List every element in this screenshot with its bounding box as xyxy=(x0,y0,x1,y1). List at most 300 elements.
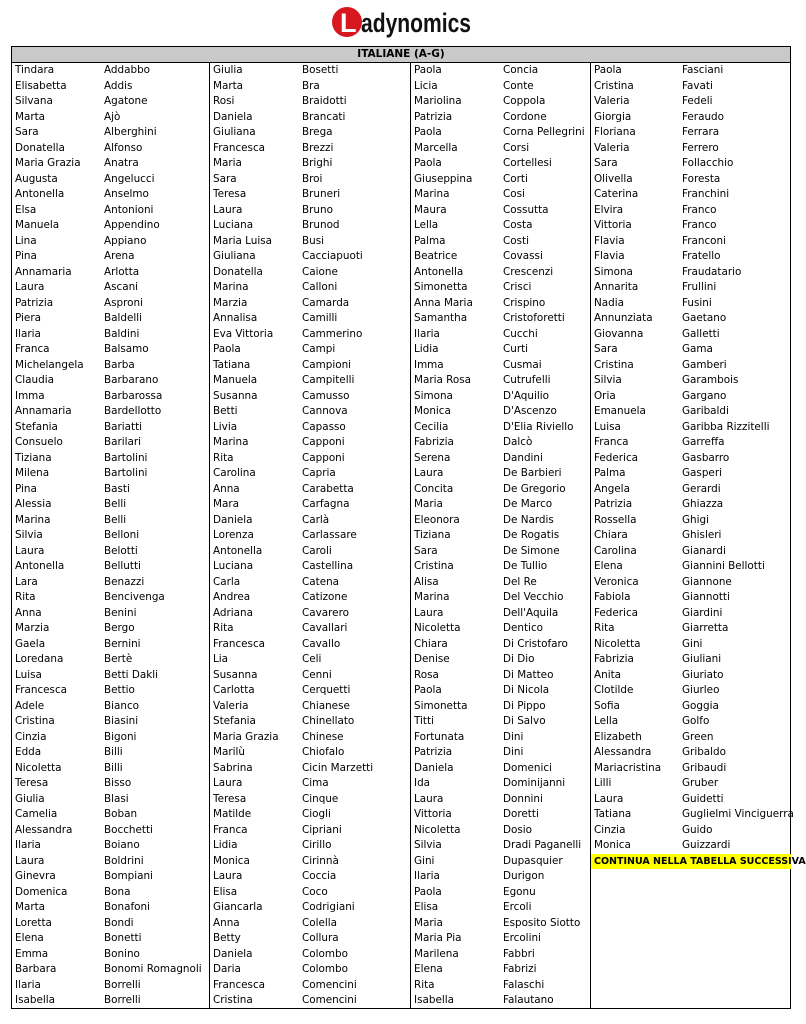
first-name: Lella xyxy=(594,715,619,727)
last-name: Antonioni xyxy=(104,203,154,216)
first-name: Paola xyxy=(414,684,442,696)
last-name: Gamberi xyxy=(682,358,727,371)
name-row xyxy=(12,187,209,203)
first-name: Daniela xyxy=(414,761,454,774)
first-name: Patrizia xyxy=(15,296,54,309)
table-title: ITALIANE (A-G) xyxy=(12,47,790,63)
name-row xyxy=(591,203,791,219)
first-name: Maria xyxy=(414,498,443,510)
first-name: Marta xyxy=(15,901,46,913)
last-name: Falautano xyxy=(503,994,554,1006)
name-row xyxy=(591,637,791,653)
last-name: Di Matteo xyxy=(503,668,554,681)
column-group-4 xyxy=(590,63,806,1008)
first-name: Cristina xyxy=(414,560,454,572)
last-name: Ferrero xyxy=(682,141,719,154)
last-name: Campioni xyxy=(302,358,352,371)
last-name: Capasso xyxy=(302,420,346,433)
name-row xyxy=(210,203,411,219)
first-name: Giorgia xyxy=(594,110,632,123)
last-name: Cutrufelli xyxy=(503,374,551,386)
last-name: De Rogatis xyxy=(503,529,560,541)
name-row xyxy=(591,296,791,312)
last-name: Gruber xyxy=(682,777,719,789)
first-name: Gini xyxy=(414,854,435,867)
name-row xyxy=(591,187,791,203)
names-table xyxy=(11,46,806,1009)
last-name: Fasciani xyxy=(682,64,724,76)
name-row xyxy=(12,776,209,792)
last-name: Egonu xyxy=(503,885,536,898)
name-row xyxy=(591,358,791,374)
last-name: Barbarano xyxy=(104,374,159,386)
last-name: Fraudatario xyxy=(682,265,742,278)
first-name: Flavia xyxy=(594,234,625,247)
first-name: Giovanna xyxy=(594,327,644,340)
continue-note: CONTINUA NELLA TABELLA SUCCESSIVA xyxy=(591,854,791,869)
name-row xyxy=(411,823,591,839)
first-name: Laura xyxy=(594,792,624,805)
last-name: Ghisleri xyxy=(682,529,722,541)
last-name: Giuliani xyxy=(682,653,722,665)
name-row xyxy=(411,404,591,420)
first-name: Maria Grazia xyxy=(15,157,81,169)
name-row xyxy=(12,559,209,575)
last-name: Corti xyxy=(503,172,528,185)
last-name: Bruneri xyxy=(302,188,341,200)
name-row xyxy=(210,978,411,994)
last-name: Dentico xyxy=(503,622,544,634)
name-row xyxy=(411,947,591,963)
last-name: De Tullio xyxy=(503,560,548,572)
first-name: Lilli xyxy=(594,777,612,789)
first-name: Pina xyxy=(15,250,37,262)
name-row xyxy=(591,730,791,746)
first-name: Consuelo xyxy=(15,436,63,448)
name-row xyxy=(210,265,411,281)
last-name: Gerardi xyxy=(682,482,721,495)
first-name: Alessandra xyxy=(594,746,652,758)
name-row xyxy=(591,249,791,265)
first-name: Maura xyxy=(414,203,447,216)
first-name: Francesca xyxy=(213,141,266,154)
first-name: Clotilde xyxy=(594,684,634,696)
last-name: Campi xyxy=(302,343,336,355)
first-name: Rita xyxy=(213,451,234,464)
name-row xyxy=(411,327,591,343)
name-row xyxy=(411,544,591,560)
first-name: Monica xyxy=(414,405,451,417)
first-name: Daniela xyxy=(213,513,253,526)
name-row xyxy=(591,497,791,513)
first-name: Chiara xyxy=(414,637,448,650)
first-name: Valeria xyxy=(594,141,630,154)
first-name: Isabella xyxy=(414,994,454,1006)
name-row xyxy=(411,249,591,265)
name-row xyxy=(210,218,411,234)
last-name: Donnini xyxy=(503,792,543,805)
first-name: Giuliana xyxy=(213,126,256,138)
name-row xyxy=(210,745,411,761)
name-row xyxy=(591,482,791,498)
name-row xyxy=(591,807,794,823)
first-name: Nicoletta xyxy=(594,637,641,650)
last-name: Belli xyxy=(104,498,127,510)
first-name: Luisa xyxy=(594,420,621,433)
first-name: Simonetta xyxy=(414,281,468,293)
first-name: Marilù xyxy=(213,746,245,758)
name-row xyxy=(411,559,591,575)
last-name: Boiano xyxy=(104,839,140,851)
last-name: Guglielmi Vinciguerra xyxy=(682,808,794,820)
name-row xyxy=(411,420,591,436)
last-name: De Gregorio xyxy=(503,482,566,495)
first-name: Sara xyxy=(594,157,618,169)
name-row xyxy=(591,451,791,467)
name-row xyxy=(591,745,791,761)
name-row xyxy=(210,668,411,684)
first-name: Sofia xyxy=(594,699,620,712)
first-name: Elvira xyxy=(594,203,624,216)
last-name: Crescenzi xyxy=(503,265,554,278)
first-name: Stefania xyxy=(15,420,58,433)
name-row xyxy=(411,172,591,188)
name-row xyxy=(591,327,791,343)
last-name: Bernini xyxy=(104,637,141,650)
first-name: Donatella xyxy=(15,141,65,154)
first-name: Loredana xyxy=(15,653,64,665)
last-name: Gama xyxy=(682,343,713,355)
first-name: Lidia xyxy=(414,343,439,355)
name-row xyxy=(411,745,591,761)
first-name: Anna xyxy=(213,482,240,495)
last-name: Basti xyxy=(104,482,130,495)
name-row xyxy=(12,730,209,746)
last-name: Arlotta xyxy=(104,265,140,278)
last-name: D'Ascenzo xyxy=(503,405,557,417)
name-row xyxy=(210,296,411,312)
last-name: Boban xyxy=(104,808,138,820)
last-name: Dalcò xyxy=(503,436,533,448)
first-name: Lara xyxy=(15,575,38,588)
first-name: Eleonora xyxy=(414,513,460,526)
last-name: Covassi xyxy=(503,250,543,262)
first-name: Franca xyxy=(15,343,50,355)
last-name: Crisci xyxy=(503,281,532,293)
last-name: Calloni xyxy=(302,281,338,293)
last-name: Cerquetti xyxy=(302,684,351,696)
name-row xyxy=(411,528,591,544)
first-name: Silvana xyxy=(15,95,53,107)
first-name: Loretta xyxy=(15,916,52,929)
first-name: Lorenza xyxy=(213,529,254,541)
first-name: Camelia xyxy=(15,808,58,820)
column-group-2 xyxy=(209,63,411,1008)
last-name: Franconi xyxy=(682,234,726,247)
name-row xyxy=(591,404,791,420)
first-name: Alisa xyxy=(414,575,439,588)
name-row xyxy=(210,559,411,575)
last-name: Cenni xyxy=(302,668,332,681)
first-name: Beatrice xyxy=(414,250,458,262)
name-row xyxy=(12,714,209,730)
name-row xyxy=(12,435,209,451)
name-row xyxy=(210,854,411,870)
last-name: Carlà xyxy=(302,513,330,526)
name-row xyxy=(411,358,591,374)
last-name: Del Vecchio xyxy=(503,591,564,603)
first-name: Giulia xyxy=(15,792,45,805)
first-name: Denise xyxy=(414,653,450,665)
name-row xyxy=(12,327,209,343)
first-name: Andrea xyxy=(213,591,251,603)
first-name: Maria Luisa xyxy=(213,234,273,247)
first-name: Monica xyxy=(594,839,631,851)
last-name: Giuriato xyxy=(682,668,724,681)
name-row xyxy=(210,637,411,653)
name-row xyxy=(12,590,209,606)
name-row xyxy=(591,466,791,482)
last-name: Bra xyxy=(302,79,320,92)
last-name: Chinese xyxy=(302,730,344,743)
last-name: Comencini xyxy=(302,978,357,991)
last-name: Agatone xyxy=(104,95,148,107)
first-name: Mariolina xyxy=(414,95,462,107)
first-name: Elizabeth xyxy=(594,730,642,743)
name-row xyxy=(411,187,591,203)
last-name: Bardellotto xyxy=(104,405,162,417)
name-row xyxy=(12,528,209,544)
first-name: Tatiana xyxy=(594,808,632,820)
name-row xyxy=(591,606,791,622)
last-name: Franco xyxy=(682,219,717,231)
first-name: Eva Vittoria xyxy=(213,327,274,340)
logo-wordmark: adynomics xyxy=(361,8,471,38)
name-row xyxy=(210,172,411,188)
name-row xyxy=(12,575,209,591)
first-name: Caterina xyxy=(594,188,639,200)
last-name: Feraudo xyxy=(682,110,724,123)
name-row xyxy=(210,420,411,436)
first-name: Carlotta xyxy=(213,684,255,696)
name-row xyxy=(210,885,411,901)
first-name: Teresa xyxy=(213,188,247,200)
first-name: Sara xyxy=(213,172,237,185)
name-row xyxy=(411,296,591,312)
first-name: Anna xyxy=(213,916,240,929)
last-name: Barbarossa xyxy=(104,389,163,402)
name-row xyxy=(12,916,209,932)
first-name: Valeria xyxy=(213,699,249,712)
name-row xyxy=(12,389,209,405)
name-row xyxy=(411,885,591,901)
last-name: Ascani xyxy=(104,281,139,293)
name-row xyxy=(12,869,209,885)
last-name: Arena xyxy=(104,250,135,262)
last-name: Dupasquier xyxy=(503,854,563,867)
last-name: Di Cristofaro xyxy=(503,637,568,650)
last-name: Caione xyxy=(302,265,338,278)
last-name: Gribaldo xyxy=(682,746,727,758)
first-name: Cristina xyxy=(594,358,634,371)
last-name: Caroli xyxy=(302,544,332,557)
name-row xyxy=(411,978,591,994)
last-name: Collura xyxy=(302,932,339,944)
name-row xyxy=(411,699,591,715)
last-name: Dominijanni xyxy=(503,777,566,789)
name-row xyxy=(210,234,411,250)
name-row xyxy=(210,156,411,172)
first-name: Lidia xyxy=(213,839,238,851)
first-name: Fabrizia xyxy=(414,436,454,448)
first-name: Ginevra xyxy=(15,870,56,882)
name-row xyxy=(411,373,591,389)
name-row xyxy=(210,482,411,498)
name-row xyxy=(12,668,209,684)
last-name: Celi xyxy=(302,653,322,665)
first-name: Marzia xyxy=(213,296,248,309)
first-name: Laura xyxy=(15,281,45,293)
first-name: Rosa xyxy=(414,668,439,681)
name-row xyxy=(12,420,209,436)
first-name: Imma xyxy=(15,389,45,402)
name-row xyxy=(411,141,591,157)
first-name: Antonella xyxy=(213,544,263,557)
last-name: Coppola xyxy=(503,95,546,107)
name-row xyxy=(210,947,411,963)
last-name: Coco xyxy=(302,885,328,898)
last-name: Boldrini xyxy=(104,854,144,867)
first-name: Augusta xyxy=(15,172,58,185)
first-name: Marina xyxy=(414,188,450,200)
last-name: Ciogli xyxy=(302,808,331,820)
last-name: Favati xyxy=(682,79,713,92)
last-name: Brighi xyxy=(302,157,333,169)
last-name: Cammerino xyxy=(302,327,363,340)
first-name: Livia xyxy=(213,420,238,433)
name-row xyxy=(12,249,209,265)
last-name: Cossutta xyxy=(503,203,549,216)
name-row xyxy=(591,141,791,157)
name-row xyxy=(12,497,209,513)
name-row xyxy=(411,342,591,358)
last-name: Campitelli xyxy=(302,374,355,386)
last-name: Guido xyxy=(682,823,713,836)
last-name: Bertè xyxy=(104,653,133,665)
last-name: Brezzi xyxy=(302,141,334,154)
name-row xyxy=(210,110,411,126)
last-name: Cavallo xyxy=(302,637,341,650)
name-row xyxy=(591,342,791,358)
first-name: Tiziana xyxy=(414,529,451,541)
last-name: Chinellato xyxy=(302,715,355,727)
first-name: Silvia xyxy=(594,374,622,386)
name-row xyxy=(411,900,591,916)
last-name: Bigoni xyxy=(104,730,137,743)
last-name: Balsamo xyxy=(104,343,149,355)
first-name: Simona xyxy=(594,265,633,278)
name-row xyxy=(210,730,411,746)
last-name: Catizone xyxy=(302,591,348,603)
name-row xyxy=(210,683,411,699)
last-name: Di Pippo xyxy=(503,699,546,712)
last-name: Conte xyxy=(503,79,534,92)
last-name: Colombo xyxy=(302,947,348,960)
first-name: Francesca xyxy=(213,637,266,650)
last-name: Betti Dakli xyxy=(104,668,159,681)
name-row xyxy=(411,730,591,746)
first-name: Alessia xyxy=(15,498,52,510)
first-name: Olivella xyxy=(594,172,633,185)
last-name: Cordone xyxy=(503,110,547,123)
name-row xyxy=(12,296,209,312)
first-name: Fortunata xyxy=(414,730,465,743)
last-name: Bompiani xyxy=(104,870,153,882)
name-row xyxy=(12,110,209,126)
name-row xyxy=(12,900,209,916)
first-name: Nicoletta xyxy=(15,761,62,774)
first-name: Fabiola xyxy=(594,591,631,603)
first-name: Franca xyxy=(594,436,629,448)
last-name: Cirinnà xyxy=(302,854,339,867)
name-row xyxy=(210,714,411,730)
name-row xyxy=(210,513,411,529)
first-name: Carla xyxy=(213,575,241,588)
name-row xyxy=(210,63,411,79)
last-name: Giannini Bellotti xyxy=(682,560,765,572)
name-row xyxy=(12,699,209,715)
first-name: Maria Pia xyxy=(414,932,462,944)
last-name: Cannova xyxy=(302,405,348,417)
name-row xyxy=(411,79,591,95)
first-name: Marina xyxy=(213,436,249,448)
name-row xyxy=(411,110,591,126)
first-name: Daniela xyxy=(213,947,253,960)
first-name: Marina xyxy=(15,513,51,526)
first-name: Samantha xyxy=(414,312,468,324)
last-name: Asproni xyxy=(104,296,143,309)
last-name: Cacciapuoti xyxy=(302,250,363,262)
name-row xyxy=(591,792,791,808)
first-name: Ida xyxy=(414,777,431,789)
last-name: Falaschi xyxy=(503,978,545,991)
last-name: Giannone xyxy=(682,575,732,588)
first-name: Sara xyxy=(594,343,618,355)
first-name: Paola xyxy=(414,64,442,76)
last-name: Bonino xyxy=(104,947,140,960)
last-name: D'Elia Riviello xyxy=(503,420,574,433)
name-row xyxy=(12,311,209,327)
first-name: Carolina xyxy=(594,544,637,557)
last-name: Bonafoni xyxy=(104,901,150,913)
last-name: Goggia xyxy=(682,699,719,712)
first-name: Giuseppina xyxy=(414,172,473,185)
name-row xyxy=(210,916,411,932)
name-row xyxy=(210,869,411,885)
first-name: Elena xyxy=(594,560,623,572)
last-name: Dosio xyxy=(503,823,533,836)
first-name: Adele xyxy=(15,699,45,712)
name-row xyxy=(411,311,591,327)
name-row xyxy=(210,931,411,947)
first-name: Monica xyxy=(213,854,250,867)
first-name: Sara xyxy=(15,126,39,138)
name-row xyxy=(12,621,209,637)
first-name: Pina xyxy=(15,482,37,495)
last-name: Crispino xyxy=(503,296,546,309)
name-row xyxy=(411,451,591,467)
name-row xyxy=(210,652,411,668)
